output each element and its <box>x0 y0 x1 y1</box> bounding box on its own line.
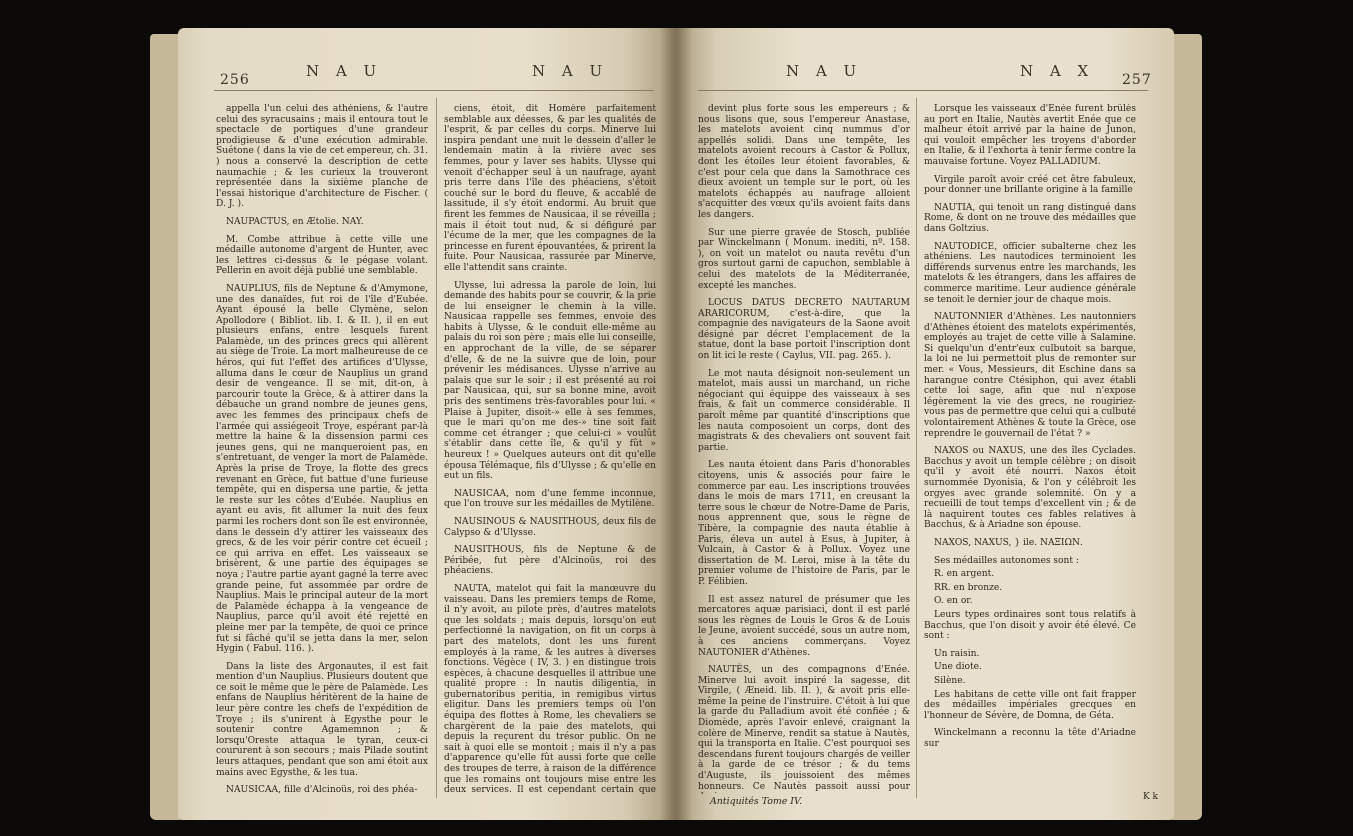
page-edges-left <box>150 34 180 820</box>
paragraph: NAUPLIUS, fils de Neptune & d'Amymone, une des danaïdes, fut roi de l'île d'Eubée. Ayant épousé la belle Clymène, selon Apollodore ( Bibliot. lib. I. & II. ), il en eut plusieurs enfans, entre lesquels furent Palamède, un des princes grecs qui allèrent au siège de Troie. La mort malheureuse de ce héros, qui fut l'effet des artifices d'Ulysse, alluma dans le cœur de Nauplius un grand desir de vengeance. Il se mit, dit-on, à parcourir toute la Grèce, & à attirer dans la débauche un grand nombre de jeunes gens, avec les femmes des principaux chefs de l'armée qui assiégeoit Troye, espérant par-là mettre la haine & la dissension parmi ces jeunes gens, qui ne manqueroient pas, en s'entretuant, de venger la mort de Palamède. Après la prise de Troye, la flotte des grecs revenant en Grèce, fut battue d'une furieuse tempête, qui en dispersa une partie, & jetta le reste sur les côtes d'Eubée. Nauplius en ayant eu avis, fit allumer la nuit des feux parmi les rochers dont son île est environnée, dans le dessein d'y attirer les vaisseaux des grecs, & de les voir périr contre cet écueil ; ce qui arriva en effet. Les vaisseaux se brisèrent, & une partie des équipages se noya ; l'autre partie ayant gagné la terre avec grande peine, fut assommée par ordre de Nauplius. Mais le principal auteur de la mort de Palamède échappa à la vengeance de Nauplius, parce qu'il avoit été rejetté en pleine mer par la tempête, de quoi ce prince fut si fâché qu'il se jetta dans la mer, selon Hygin ( Fabul. 116. ). <box>216 283 428 655</box>
page-footer-signature: Antiquités Tome IV. <box>710 796 803 807</box>
paragraph: Winckelmann a reconnu la tête d'Ariadne sur <box>924 728 1136 749</box>
paragraph: appella l'un celui des athéniens, & l'autre celui des syracusains ; mais il entoura tout le spectacle de portiques d'une grandeur prodigieuse & d'une exécution admirable. Suétone ( dans la vie de cet empereur, ch. 31. ) nous a conservé la description de cette naumachie ; & les curieux la trouveront représentée dans la sixième planche de l'essai historique d'architecture de Fischer. ( D. J. ). <box>216 104 428 210</box>
running-header-right-a: N A U <box>786 62 863 80</box>
paragraph: Un raisin. <box>934 648 980 659</box>
running-header-left-a: N A U <box>306 62 383 80</box>
paragraph: LOCUS DATUS DECRETO NAUTARUM ARARICORUM, c'est-à-dire, que la compagnie des navigateurs de la Saone avoit désigné par décret l'emplacement de la statue, dont la base portoit l'inscription dont on lit ici le reste ( Caylus, VII. pag. 265. ). <box>698 298 910 362</box>
header-rule-right <box>698 90 1148 91</box>
signature-mark: K k <box>1142 792 1158 802</box>
paragraph: Une diote. <box>934 662 982 673</box>
paragraph: M. Combe attribue à cette ville une médaille autonome d'argent de Hunter, avec les lettres ci-dessus & le pégase volant. Pellerin en avoit déjà publié une semblable. <box>216 234 428 277</box>
paragraph: NAXOS, NAXUS, } ile. ΝΑΞΙΩΝ. <box>934 537 1083 548</box>
paragraph: ciens, étoit, dit Homère parfaitement semblable aux déesses, & par les qualités de l'esprit, & par celles du corps. Minerve lui inspira pendant une nuit le dessein d'aller le lendemain matin à la rivière avec ses femmes, pour y laver ses habits. Ulysse qui venoit d'échapper seul à un naufrage, ayant pris terre dans l'île des phéaciens, s'étoit couché sur le bord du fleuve, & accablé de lassitude, il s'y étoit endormi. Au bruit que firent les femmes de Nausicaa, il se réveilla ; mais il étoit tout nud, & si défiguré par l'écume de la mer, que les compagnes de la princesse en furent épouvantées, & prirent la fuite. Pour Nausicaa, rassurée par Minerve, elle l'attendit sans crainte. <box>444 104 656 273</box>
page-number-left: 256 <box>220 72 250 88</box>
paragraph: NAUSITHOUS, fils de Neptune & de Péribée, fut père d'Alcinoüs, roi des phéaciens. <box>444 545 656 577</box>
paragraph: NAUPACTUS, en Ætolie. NAY. <box>226 216 364 227</box>
left-column-2 <box>444 104 656 794</box>
book-gutter <box>660 28 692 820</box>
page-edges-right <box>1172 34 1202 820</box>
right-column-2 <box>924 104 1136 756</box>
left-page <box>178 28 676 820</box>
page-number-right: 257 <box>1122 72 1152 88</box>
column-divider-left <box>436 98 437 798</box>
paragraph: RR. en bronze. <box>934 582 1003 593</box>
paragraph: Lorsque les vaisseaux d'Enée furent brûlés au port en Italie, Nautès avertit Enée que ce malheur étoit arrivé par la haine de Junon, qui vouloit empêcher les troyens d'aborder en Italie, & il l'exhorta à tenir ferme contre la mauvaise fortune. Voyez PALLADIUM. <box>924 104 1136 167</box>
paragraph: Virgile paroît avoir créé cet être fabuleux, pour donner une brillante origine à la famille <box>924 174 1136 196</box>
right-page <box>676 28 1174 820</box>
paragraph: Les habitans de cette ville ont fait frapper des médailles impériales grecques en l'honneur de Sévère, de Domna, de Géta. <box>924 689 1136 721</box>
paragraph: NAUSINOUS & NAUSITHOUS, deux fils de Calypso & d'Ulysse. <box>444 516 656 538</box>
paragraph: Les nauta étoient dans Paris d'honorables citoyens, unis & associés pour faire le commerce par eau. Les inscriptions trouvées dans le mois de mars 1711, en creusant la terre sous le chœur de Notre-Dame de Paris, nous apprennent que, sous le règne de Tibère, la compagnie des nauta établie à Paris, éleva un autel à Esus, à Jupiter, à Vulcain, à Castor & à Pollux. Voyez une dissertation de M. Leroi, mise à la tête du premier volume de l'histoire de Paris, par le P. Félibien. <box>698 460 910 587</box>
paragraph: Ses médailles autonomes sont : <box>934 555 1079 566</box>
header-rule-left <box>214 90 654 91</box>
paragraph: NAUTONNIER d'Athènes. Les nautonniers d'Athènes étoient des matelots expérimentés, employés au trajet de cette ville à Salamine. Si quelqu'un d'entr'eux culbutoit sa barque, la loi ne lui permettoit plus de remonter sur mer. « Vous, Messieurs, dit Eschine dans sa harangue contre Ctésiphon, qui avez établi cette loi sage, afin que nul n'expose légèrement la vie des grecs, ne rougiriez-vous pas de permettre que celui qui a culbuté volontairement Athènes & toute la Grèce, ose reprendre le gouvernail de l'état ? » <box>924 312 1136 439</box>
left-column-1 <box>216 104 428 794</box>
paragraph: Ulysse, lui adressa la parole de loin, lui demande des habits pour se couvrir, & la prie de lui enseigner le chemin à la ville. Nausicaa rappelle ses femmes, envoie des habits à Ulysse, & le conduit elle-même au palais du roi son père ; mais elle lui conseille, en approchant de la ville, de se séparer d'elle, & de ne la suivre que de loin, pour prévenir les médisances. Ulysse n'arrive au palais que sur le soir ; il est présenté au roi par Nausicaa, qui, sur sa bonne mine, avoit pris des sentimens très-favorables pour lui. « Plaise à Jupiter, disoit-» elle à ses femmes, que le mari qu'on me des-» tine soit fait comme cet étranger ; que celui-ci » voulût s'établir dans cette île, & qu'il y fût » heureux ! » Quelques auteurs ont dit qu'elle épousa Télémaque, fils d'Ulysse ; & qu'elle en eut un fils. <box>444 280 656 482</box>
paragraph: NAUTIA, qui tenoit un rang distingué dans Rome, & dont on ne trouve des médailles que dans Goltzius. <box>924 202 1136 234</box>
paragraph: NAUTÈS, un des compagnons d'Enée. Minerve lui avoit inspiré la sagesse, dit Virgile, ( Æneid. lib. II. ), & avoit pris elle-même la peine de l'instruire. C'étoit à lui que la garde du Palladium avoit été confiée ; & Diomède, après l'avoir enlevé, craignant la colère de Minerve, rendit sa statue à Nautès, qui la transporta en Italie. C'est pourquoi ses descendans furent toujours chargés de veiller à la garde de ce trésor ; & du tems d'Auguste, ils jouissoient des mêmes honneurs. Ce Nautès passoit aussi pour <box>698 665 910 792</box>
paragraph: O. en or. <box>934 596 973 607</box>
paragraph: NAXOS ou NAXUS, une des îles Cyclades. Bacchus y avoit un temple célèbre ; on disoit qu'il y avoit été nourri. Naxos étoit surnommée Dyonisia, & l'on y célébroit les orgyes avec grande solemnité. On y a recueilli de tout temps d'excellent vin ; & de là naquirent toutes ces fables relatives à Bacchus, & à Ariadne son épouse. <box>924 446 1136 531</box>
paragraph: devint plus forte sous les empereurs ; & nous lisons que, sous l'empereur Anastase, les matelots avoient cinq nummus d'or appellés solidi. Dans une tempête, les matelots avoient recours à Castor & Pollux, dont les étoiles leur étoient favorables, & c'est pour cela que dans la Samothrace ces dieux avoient un temple sur le port, où les matelots échappés au naufrage alloient s'acquitter des vœux qu'ils avoient faits dans les dangers. <box>698 104 910 220</box>
paragraph: Silène. <box>934 675 966 686</box>
column-divider-right <box>916 98 917 798</box>
paragraph: NAUSICAA, nom d'une femme inconnue, que l'on trouve sur les médailles de Mytilène. <box>444 488 656 510</box>
paragraph: Le mot nauta désignoit non-seulement un matelot, mais aussi un marchand, un riche négociant qui équippe des vaisseaux à ses frais, & fait un commerce considérable. Il paroît même par quantité d'inscriptions que les nauta composoient un corps, dont des magistrats & des chevaliers ont souvent fait partie. <box>698 368 910 453</box>
paragraph: Il est assez naturel de présumer que les mercatores aquæ parisiaci, dont il est parlé sous les règnes de Louis le Gros & de Louis le Jeune, avoient succédé, sous un autre nom, à ces anciens commerçans. Voyez NAUTONIER d'Athènes. <box>698 594 910 658</box>
paragraph: Sur une pierre gravée de Stosch, publiée par Winckelmann ( Monum. inediti, nº. 158. ), on voit un matelot ou nauta revêtu d'un gros surtout garni de capuchon, semblable à celui des matelots de la Méditerranée, excepté les manches. <box>698 227 910 291</box>
running-header-left-b: N A U <box>532 62 609 80</box>
running-header-right-b: N A X <box>1020 62 1095 80</box>
right-column-1 <box>698 104 910 794</box>
paragraph: Dans la liste des Argonautes, il est fait mention d'un Nauplius. Plusieurs doutent que ce soit le même que le père de Palamède. Les enfans de Nauplius héritèrent de la haine de leur père contre les chefs de l'expédition de Troye ; ils s'unirent à Egysthe pour le soutenir contre Agamemnon ; & lorsqu'Oreste attaqua le tyran, ceux-ci coururent à son secours ; mais Pilade soutint leurs attaques, pendant que son ami étoit aux mains avec Egysthe, & les tua. <box>216 661 428 778</box>
paragraph: Leurs types ordinaires sont tous relatifs à Bacchus, que l'on disoit y avoir été élevé. Ce sont : <box>924 609 1136 642</box>
paragraph: NAUTODICE, officier subalterne chez les athéniens. Les nautodices terminoient les différends survenus entre les marchands, les matelots & les étrangers, dans les affaires de commerce maritime. Leur audience générale se tenoit le dernier jour de chaque mois. <box>924 241 1136 305</box>
paragraph: R. en argent. <box>934 569 995 580</box>
paragraph: NAUTA, matelot qui fait la manœuvre du vaisseau. Dans les premiers temps de Rome, il n'y avoit, au pilote près, d'autres matelots que les soldats ; mais depuis, lorsqu'on eut perfectionné la navigation, on fit un corps à part des matelots, dont les uns furent employés à la rame, & les autres à diverses fonctions. Végèce ( IV, 3. ) en distingue trois espèces, à chacune desquelles il attribue une qualité propre : In nautis diligentia, in gubernatoribus peritia, in remigibus virtus eligitur. Dans les premiers temps où l'on équipa des flottes à Rome, les chevaliers se chargèrent de la paie des matelots, qui depuis la reçurent du trésor public. On ne sait à quoi elle se montoit ; mais il n'y a pas d'apparence qu'elle fût aussi forte que celle des troupes de terre, à raison de la différence que les romains ont toujours mise entre les deux services. Il est cependant certain que <box>444 583 656 794</box>
paragraph: NAUSICAA, fille d'Alcinoüs, roi des phéa- <box>226 785 418 794</box>
